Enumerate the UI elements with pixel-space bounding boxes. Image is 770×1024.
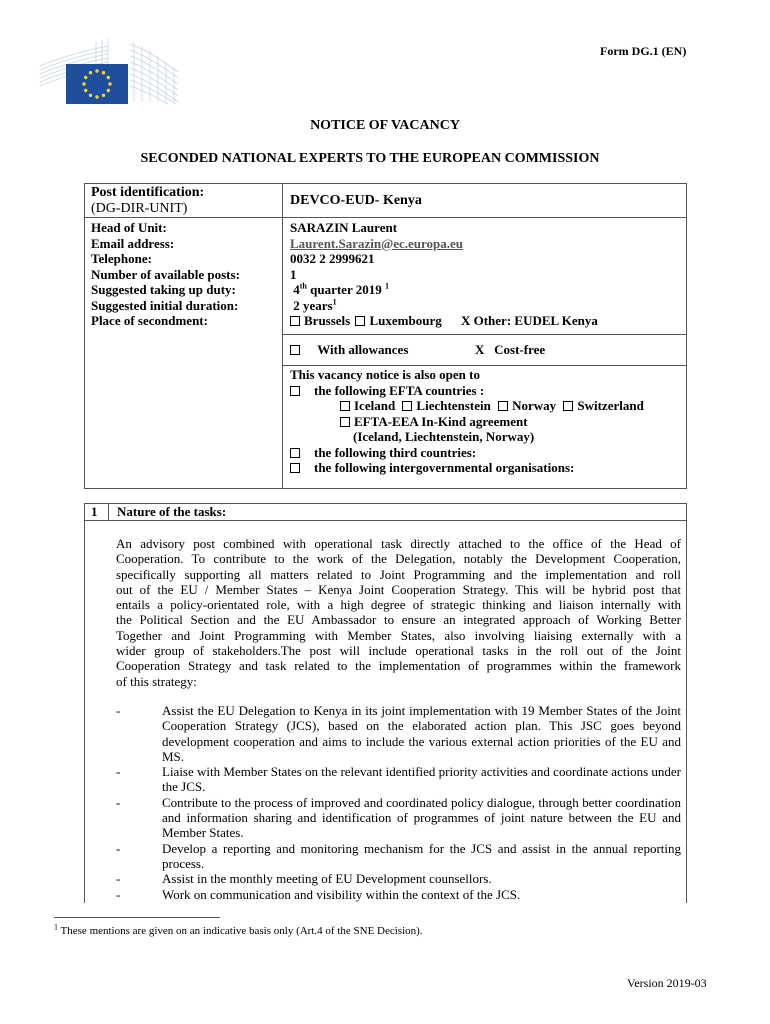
nature-of-tasks-section bbox=[84, 503, 687, 903]
place-options: Brussels Luxembourg X Other: EUDEL Kenya bbox=[290, 313, 598, 329]
eu-star-icon bbox=[108, 82, 111, 85]
posts-value: 1 bbox=[290, 266, 297, 282]
details-values bbox=[290, 220, 598, 329]
switzerland-checkbox[interactable] bbox=[563, 401, 573, 411]
details-labels: Head of Unit: Email address: Telephone: Number of available posts: Suggested taking up duty: Suggested initial duration: Place of secondment: bbox=[91, 220, 240, 328]
duration-value: 2 years$^1$ bbox=[293, 297, 337, 313]
section-title: Nature of the tasks: bbox=[117, 504, 227, 519]
list-item: - Develop a reporting and monitoring mechanism for the JCS and assist in the annual reporting process. bbox=[116, 840, 681, 871]
luxembourg-checkbox[interactable] bbox=[355, 316, 365, 326]
tasks-list bbox=[116, 703, 681, 902]
form-reference: Form DG.1 (EN) bbox=[600, 44, 687, 58]
page-subtitle: SECONDED NATIONAL EXPERTS TO THE EUROPEAN COMMISSION bbox=[140, 151, 600, 166]
brussels-checkbox[interactable] bbox=[290, 316, 300, 326]
head-of-unit-value: SARAZIN Laurent bbox=[290, 220, 398, 235]
post-identification-label: Post identification: (DG-DIR-UNIT) bbox=[91, 185, 205, 216]
footnote-divider bbox=[54, 917, 220, 918]
eu-star-icon bbox=[95, 69, 98, 72]
footnote: $^1$ These mentions are given on an indicative basis only (Art.4 of the SNE Decision). bbox=[54, 922, 423, 937]
post-identification-value: DEVCO-EUD- Kenya bbox=[290, 193, 422, 208]
european-commission-logo bbox=[38, 36, 180, 106]
list-item: - Contribute to the process of improved and coordinated policy dialogue, through better coordination and information sharing and identification of programmes of joint nature between the EU and Member States. bbox=[116, 794, 681, 841]
allowances-row: With allowances X Cost-free bbox=[290, 342, 408, 358]
duty-value: 4th quarter 2019 $^1$ bbox=[293, 281, 389, 297]
eu-star-icon bbox=[84, 89, 87, 92]
eea-checkbox[interactable] bbox=[340, 417, 350, 427]
with-allowances-checkbox[interactable] bbox=[290, 345, 300, 355]
eu-star-icon bbox=[84, 76, 87, 79]
eu-star-icon bbox=[89, 94, 92, 97]
list-item: - Liaise with Member States on the relevant identified priority activities and coordinate actions under the JCS. bbox=[116, 764, 681, 795]
section-header: 1 Nature of the tasks: bbox=[85, 504, 686, 521]
efta-checkbox[interactable] bbox=[290, 386, 300, 396]
third-countries-checkbox[interactable] bbox=[290, 448, 300, 458]
eu-star-icon bbox=[107, 89, 110, 92]
eu-star-icon bbox=[95, 95, 98, 98]
open-to-section: This vacancy notice is also open to the following EFTA countries : Iceland Liechtenstein Norway Switzerland EFTA-EEA In-Kind agreement (Iceland, Liechtenstein, Norway) the following third countries: the following intergovernmental organisations: bbox=[290, 367, 644, 475]
list-item: - Work on communication and visibility within the context of the JCS. bbox=[116, 886, 521, 902]
eu-star-icon bbox=[89, 71, 92, 74]
norway-checkbox[interactable] bbox=[498, 401, 508, 411]
eu-star-icon bbox=[102, 71, 105, 74]
eu-star-icon bbox=[102, 94, 105, 97]
liechtenstein-checkbox[interactable] bbox=[402, 401, 412, 411]
other-place: X Other: EUDEL Kenya bbox=[460, 313, 598, 328]
list-item: - Assist in the monthly meeting of EU Development counsellors. bbox=[116, 871, 492, 887]
version-label: Version 2019-03 bbox=[627, 976, 707, 990]
telephone-value: 0032 2 2999621 bbox=[290, 251, 375, 266]
cost-free-option: X Cost-free bbox=[475, 342, 546, 357]
vacancy-details-table bbox=[84, 183, 687, 489]
email-link[interactable]: Laurent.Sarazin@ec.europa.eu bbox=[290, 235, 464, 251]
eu-star-icon bbox=[82, 82, 85, 85]
iceland-checkbox[interactable] bbox=[340, 401, 350, 411]
tasks-intro-paragraph: An advisory post combined with operational task directly attached to the office of the Head of Cooperation. To contribute to the work of the Delegation, notably the Development Cooperation, specifically supporting all matters related to Joint Programming and the implementation and roll out of the EU / Member States – Kenya Joint Cooperation Strategy. This will be hybrid post that entails a policy-orientated role, with a high degree of strategic thinking and liaison internally with the Political Section and the EU Ambassador to ensure an integrated approach of Working Better Together and Joint Programming with Member States, also involving liaising externally with a wider group of stakeholders.The post will include operational tasks in the roll out of the Joint Cooperation Strategy and task related to the implementation of programmes within the framework of this strategy: bbox=[116, 536, 681, 689]
igo-checkbox[interactable] bbox=[290, 463, 300, 473]
list-item: - Assist the EU Delegation to Kenya in its joint implementation with 19 Member States of the Joint Cooperation Strategy (JCS), based on the elaborated action plan. This JSC goes beyond development cooperation and aims to include the various external action priorities of the EU and MS. bbox=[116, 703, 681, 764]
eu-star-icon bbox=[107, 76, 110, 79]
page-title: NOTICE OF VACANCY bbox=[310, 118, 460, 133]
